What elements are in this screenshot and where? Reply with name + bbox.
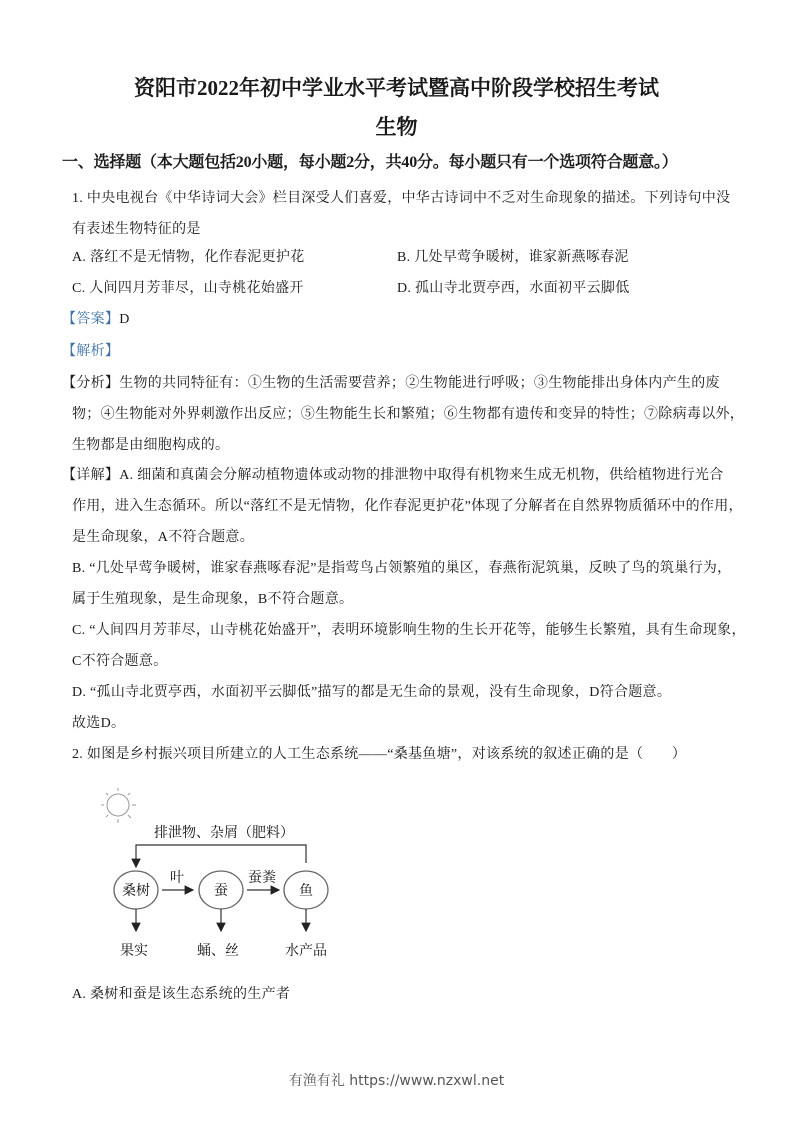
xiangjie-d-line1: D. “孤山寺北贾亭西，水面初平云脚低”描写的都是无生命的景观，没有生命现象，D符合题意。 <box>72 685 672 700</box>
xiangjie-line1 <box>62 464 724 484</box>
xiangjie-label: 【详解】 <box>62 468 120 483</box>
xiangjie-c-line1: C. “人间四月芳菲尽，山寺桃花始盛开”，表明环境影响生物的生长开花等，能够生长繁殖，具有生命现象， <box>72 623 746 638</box>
answer-value: D <box>119 312 130 327</box>
fenxi-line2: 物；④生物能对外界刺激作出反应；⑤生物能生长和繁殖；⑥生物都有遗传和变异的特性；⑦除病毒以外， <box>72 407 745 422</box>
fenxi-label: 【分析】 <box>62 376 120 391</box>
fenxi-text: 生物的共同特征有：①生物的生活需要营养；②生物能进行呼吸；③生物能排出身体内产生的废 <box>119 376 720 391</box>
subject-title: 生物 <box>375 115 418 139</box>
analysis-label: 【解析】 <box>62 344 120 359</box>
q1-option-d: D. 孤山寺北贾亭西，水面初平云脚低 <box>397 281 630 296</box>
node-label-mulberry: 桑树 <box>122 883 150 899</box>
q1-stem-line2: 有表述生物特征的是 <box>72 222 201 237</box>
q1-stem-line1: 1. 中央电视台《中华诗词大会》栏目深受人们喜爱，中华古诗词中不乏对生命现象的描述。下列诗句中没 <box>72 191 731 206</box>
output-pupa-silk: 蛹、丝 <box>197 943 239 959</box>
q1-option-a: A. 落红不是无情物，化作春泥更护花 <box>72 250 305 265</box>
edge-label-feces: 蚕粪 <box>248 870 276 886</box>
sun-icon <box>101 788 136 823</box>
node-label-fish: 鱼 <box>299 883 313 899</box>
xiangjie-c-line2: C不符合题意。 <box>72 654 168 669</box>
exam-title: 资阳市2022年初中学业水平考试暨高中阶段学校招生考试 <box>134 76 659 100</box>
node-label-silkworm: 蚕 <box>214 883 228 899</box>
xiangjie-b-line2: 属于生殖现象，是生命现象，B不符合题意。 <box>72 592 354 607</box>
output-aquatic: 水产品 <box>285 943 327 959</box>
xiangjie-a-text: A. 细菌和真菌会分解动植物遗体或动物的排泄物中取得有机物来生成无机物，供给植物进行光合 <box>119 468 724 483</box>
output-fruit: 果实 <box>120 943 148 959</box>
feedback-label: 排泄物、杂屑（肥料） <box>154 825 294 841</box>
conclusion: 故选D。 <box>72 716 126 731</box>
section-header: 一、选择题（本大题包括20小题，每小题2分，共40分。每小题只有一个选项符合题意。） <box>62 154 678 171</box>
xiangjie-b-line1: B. “几处早莺争暖树，谁家春燕啄春泥”是指莺鸟占领繁殖的巢区，春燕衔泥筑巢，反映了鸟的筑巢行为， <box>72 561 732 576</box>
watermark-footer: 有渔有礼 https://www.nzxwl.net <box>288 1073 505 1089</box>
xiangjie-a-line2: 作用，进入生态循环。所以“落红不是无情物，化作春泥更护花”体现了分解者在自然界物质循环中的作用， <box>72 499 743 514</box>
q1-answer <box>62 308 130 328</box>
q1-option-b: B. 几处早莺争暖树，谁家新燕啄春泥 <box>397 250 629 265</box>
edge-label-leaf: 叶 <box>170 870 184 886</box>
q2-option-a: A. 桑树和蚕是该生态系统的生产者 <box>72 987 291 1002</box>
fenxi-line1 <box>62 372 720 392</box>
fenxi-line3: 生物都是由细胞构成的。 <box>72 438 230 453</box>
q2-stem: 2. 如图是乡村振兴项目所建立的人工生态系统——“桑基鱼塘”，对该系统的叙述正确的是（ ） <box>72 747 687 762</box>
sangji-yutang-diagram <box>90 785 360 965</box>
xiangjie-a-line3: 是生命现象，A不符合题意。 <box>72 530 255 545</box>
q1-option-c: C. 人间四月芳菲尽，山寺桃花始盛开 <box>72 281 304 296</box>
answer-label: 【答案】 <box>62 312 120 327</box>
